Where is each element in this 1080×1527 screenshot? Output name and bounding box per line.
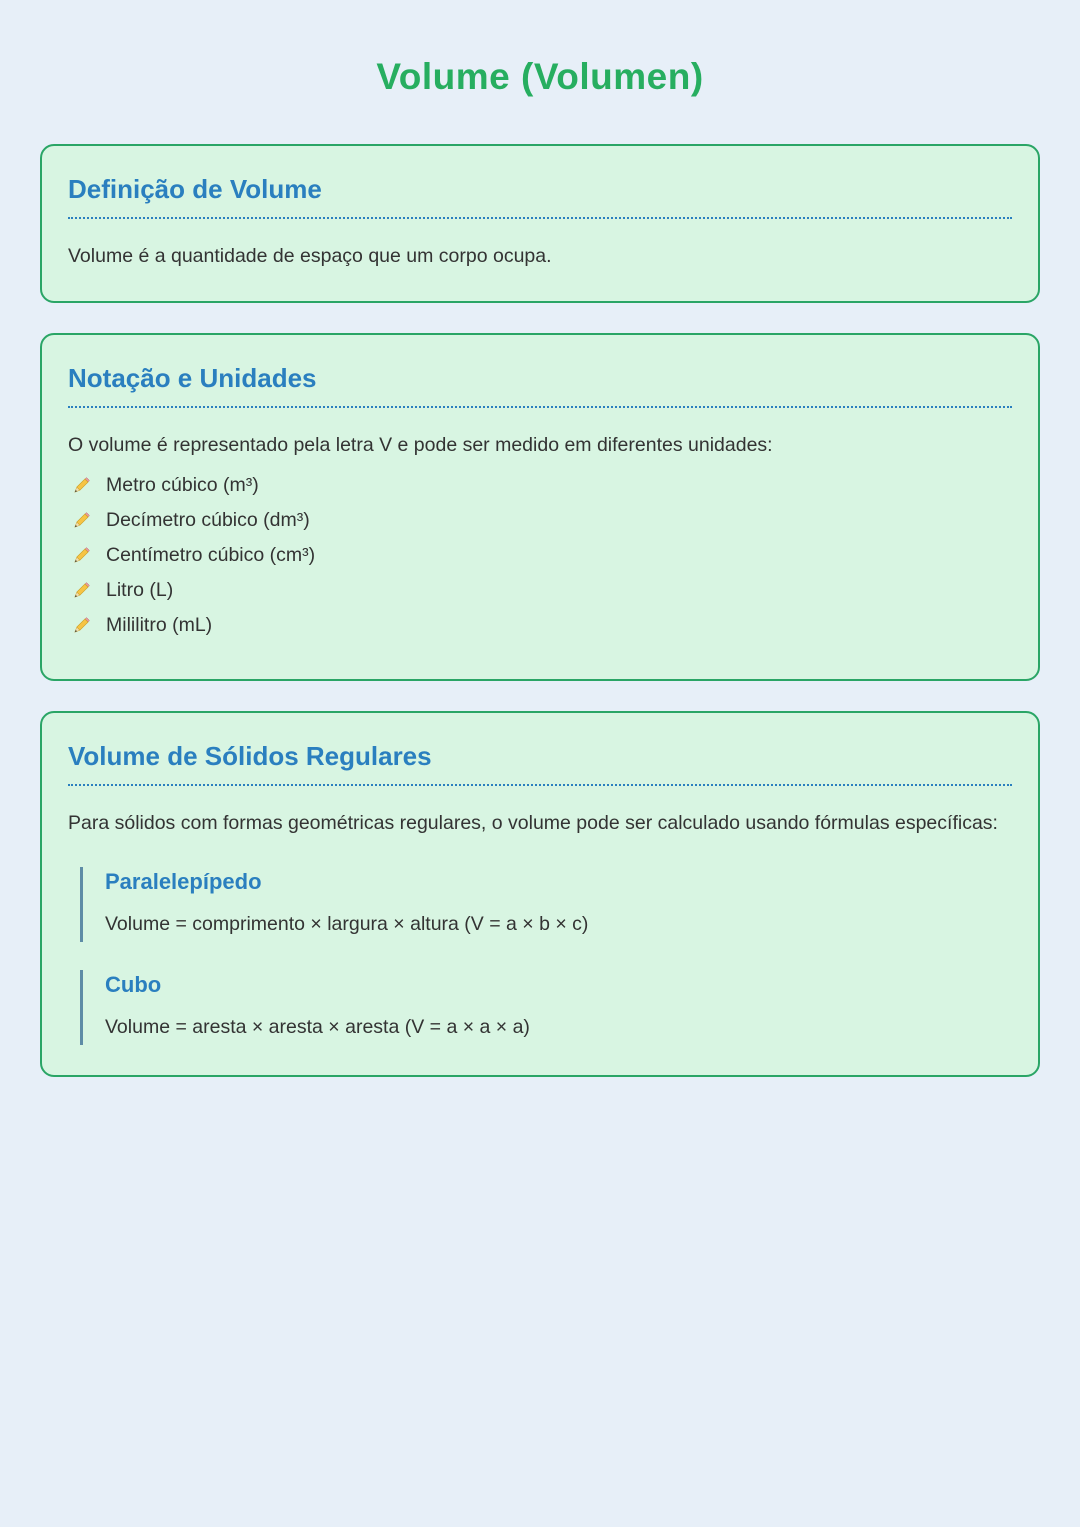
- list-item: [68, 579, 1012, 602]
- card-volume-de-solidos-regulares: [40, 711, 1040, 1076]
- list-item: [68, 614, 1012, 637]
- unit-label: Litro (L): [106, 579, 174, 602]
- section-body: O volume é representado pela letra V e pode ser medido em diferentes unidades:: [68, 434, 773, 457]
- list-item: [68, 474, 1012, 497]
- subsection-title: Paralelepípedo: [105, 868, 262, 894]
- section-heading: Definição de Volume: [68, 174, 1012, 219]
- section-heading: Volume de Sólidos Regulares: [68, 741, 1012, 786]
- subsection-formula: Volume = aresta × aresta × aresta (V = a × a × a): [105, 1015, 530, 1038]
- unit-label: Mililitro (mL): [106, 614, 213, 637]
- pencil-icon: [70, 510, 92, 532]
- pencil-icon: [70, 580, 92, 602]
- subsection-title: Cubo: [105, 971, 162, 997]
- pencil-icon: [70, 615, 92, 637]
- units-list: [68, 474, 1012, 637]
- section-heading: Notação e Unidades: [68, 363, 1012, 408]
- list-item: [68, 509, 1012, 532]
- list-item: [68, 544, 1012, 567]
- card-notacao-e-unidades: [40, 333, 1040, 681]
- subsection-paralelepipedo: [80, 867, 1012, 942]
- pencil-icon: [70, 475, 92, 497]
- unit-label: Decímetro cúbico (dm³): [106, 509, 310, 532]
- section-body: Volume é a quantidade de espaço que um corpo ocupa.: [68, 245, 552, 267]
- page-title: Volume (Volumen): [376, 56, 704, 97]
- subsection-formula: Volume = comprimento × largura × altura (V = a × b × c): [105, 912, 589, 935]
- pencil-icon: [70, 545, 92, 567]
- unit-label: Metro cúbico (m³): [106, 474, 259, 497]
- card-definicao-de-volume: [40, 144, 1040, 303]
- section-body: Para sólidos com formas geométricas regulares, o volume pode ser calculado usando fórmulas específicas:: [68, 812, 998, 835]
- unit-label: Centímetro cúbico (cm³): [106, 544, 316, 567]
- subsection-cubo: [80, 970, 1012, 1045]
